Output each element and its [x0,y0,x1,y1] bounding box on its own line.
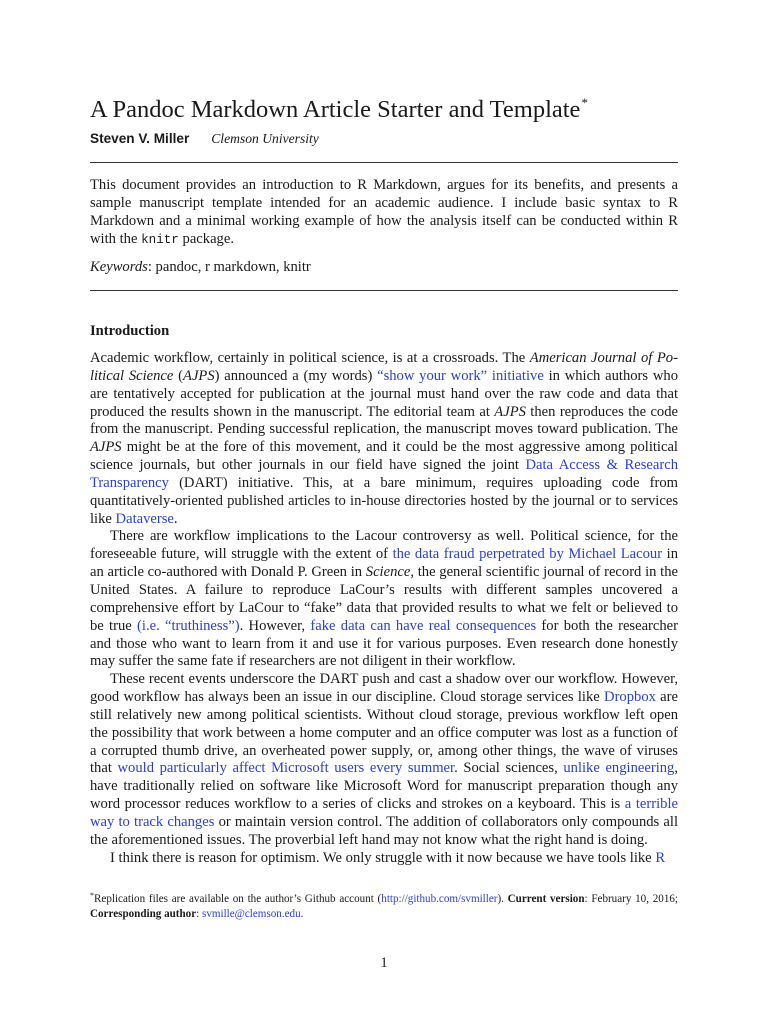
footnote-corresponding-author-label: Corresponding author [90,908,197,920]
keywords-label: Keywords [90,259,148,275]
page-number: 1 [380,955,388,971]
footnote-text: Replication files are available on the author’s Github account ( [94,893,382,905]
title-footnote-mark: * [581,95,588,110]
author-name: Steven V. Miller [90,131,190,146]
para1-text: Academic workflow, certainly in political science, is at a crossroads. The [90,350,530,366]
para3-text: These recent events underscore the DART push and cast a shadow over our workflow. However, good workflow has always been an issue in our discipline. Cloud storage services like [90,671,678,706]
footnote-text: : [196,908,202,920]
para1-journal-name: American Journal of Political Science [90,350,678,384]
abstract [90,177,678,250]
link-r[interactable]: R [655,849,666,866]
author-affiliation: Clemson University [211,131,319,146]
introduction-body [90,350,678,867]
paragraph-2 [90,528,678,671]
paper-title-text: A Pandoc Markdown Article Starter and Template [90,96,581,123]
para2-text: in an article co-authored with Donald P. Green in [90,546,678,581]
para2-text: . However, [239,617,311,634]
link-author-email[interactable]: svmille@clemson.edu [202,908,301,920]
para3-text: are still relatively new among political scientists. Without cloud storage, previous workflow left open the possibility that work between a home computer and an office computer was lost as a function of a corrupted thumb drive, an overheated power supply, or, among other things, the wave of viruses that [90,689,679,777]
para1-text: might be at the fore of this movement, and it could be the most aggressive among political science journals, but other journals in our field have signed the joint [90,439,678,474]
para3-text: . Social sciences, [454,760,564,777]
footnote [90,888,678,922]
link-unlike-engineering[interactable]: unlike engineering [563,760,675,777]
link-fake-data-consequences[interactable]: fake data can have real consequences [310,617,537,634]
footnote-text: : February 10, 2016; [584,893,679,905]
keywords-separator: : [147,259,156,275]
link-data-fraud-lacour[interactable]: the data fraud perpetrated by Michael Lacour [392,546,663,563]
para1-text: in which authors who are tentatively accepted for publication at the journal must hand over the raw code and data that produced the results shown in the manuscript. The editorial team at [90,367,678,420]
para1-text: ) announced a (my words) [214,367,378,384]
paragraph-4 [90,850,678,868]
link-show-your-work[interactable]: “show your work” initiative [377,367,544,384]
link-track-changes[interactable]: a terrible way to track changes [90,796,679,830]
para1-ajps: AJPS [90,439,122,456]
para3-text: or maintain version control. The addition of collaborators only compounds all the aforementioned issues. The proverbial left hand may not know what the right hand is doing. [90,813,678,848]
para2-text: There are workflow implications to the Lacour controversy as well. Political science, for the foreseeable future, will struggle with the extent of [90,528,678,563]
paragraph-1 [90,350,678,528]
para1-ajps: AJPS [183,367,215,384]
footnote-text: ). [497,893,508,905]
para1-text: ( [173,367,184,384]
para3-text: , have traditionally relied on software like Microsoft Word for manuscript preparation though any word processor reduces workflow to a series of clicks and strokes on a keyboard. This is [90,760,678,813]
para2-text: for both the researcher and those who want to learn from it and use it for various purposes. Even research done honestly may suffer the same fate if researchers are not diligent in their workflow. [90,617,679,670]
link-data-access-research-transparency[interactable]: Data Access & Research Transparency [90,457,678,491]
keywords-value: pandoc, r markdown, knitr [155,259,311,275]
para2-science: Science [365,564,411,581]
para4-text: I think there is reason for optimism. We only struggle with it now because we have tools like [110,849,656,866]
footnote-text: . [300,908,304,920]
link-microsoft-viruses[interactable]: would particularly affect Microsoft users every summer [117,760,455,777]
link-github-url[interactable]: http://github.com/svmiller [381,893,498,905]
paper-title [90,86,588,127]
bottom-divider [90,290,678,291]
abstract-text-end: package. [178,230,234,247]
section-title-introduction: Introduction [90,323,170,339]
footnote-mark: * [90,891,94,900]
abstract-text: This document provides an introduction to R Markdown, argues for its benefits, and presents a sample manuscript template intended for an academic audience. I include basic syntax to R Markdown and a minimal working example of how the analysis itself can be conducted within R with the [90,177,678,247]
paragraph-3 [90,671,678,849]
footnote-current-version-label: Current version [507,893,585,905]
link-dropbox[interactable]: Dropbox [604,689,656,706]
top-divider [90,162,678,163]
author-line [90,130,319,150]
keywords [90,258,311,276]
para1-text: . [173,510,178,527]
para1-ajps: AJPS [494,403,526,420]
abstract-code-knitr: knitr [141,232,179,247]
para1-text: (DART) initiative. This, at a bare minimum, requires uploading code from quantitatively-oriented published articles to in-house directories hosted by the journal or to services like [90,474,678,527]
para2-text: , the general scientific journal of record in the United States. A failure to reproduce LaCour’s results with different samples uncovered a comprehensive effort by LaCour to “fake” data that provided results to what we felt or believed to be true [90,564,678,634]
link-dataverse[interactable]: Dataverse [115,510,174,527]
para1-text: then reproduces the code from the manuscript. Pending successful replication, the manuscript moves toward publication. The [90,403,679,438]
link-truthiness[interactable]: (i.e. “truthiness”) [137,617,240,634]
